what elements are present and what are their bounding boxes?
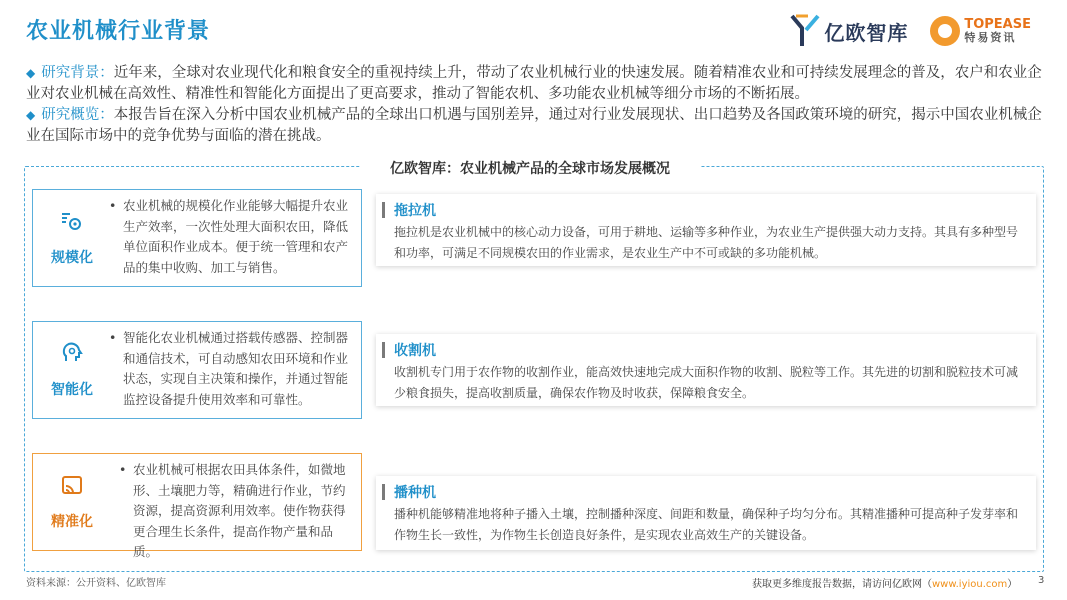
feature-text: 农业机械可根据农田具体条件，如微地形、土壤肥力等，精确进行作业，节约资源，提高资源利用效率。使作物获得更合理生长条件，提高作物产量和品质。 [133,462,346,559]
machine-name: 拖拉机 [394,203,436,219]
source-note: 资料来源：公开资料、亿欧智库 [26,578,166,589]
machine-card-seeder [376,476,1036,550]
intro-overview: ◆ 研究概览：本报告旨在深入分析中国农业机械产品的全球出口机遇与国别差异，通过对行业发展现状、出口趋势及各国政策环境的研究，揭示中国农业机械企业在国际市场中的竞争优势与面临的潜在挑战。 [26,107,1042,144]
feature-label: 规模化 [51,250,93,266]
diamond-bullet-icon: ◆ [26,66,36,80]
topease-logo-mark-icon [930,16,960,46]
machine-desc: 拖拉机是农业机械中的核心动力设备，可用于耕地、运输等多种作业，为农业生产提供强大动力支持。其具有多种型号和功率，可满足不同规模农田的作业需求，是农业生产中不可或缺的多功能机械。 [394,225,1019,260]
smart-brain-icon [60,341,84,365]
machine-card-harvester [376,334,1036,406]
feature-card-smart: 智能化 • 智能化农业机械通过搭载传感器、控制器和通信技术，可自动感知农田环境和作业状态，实现自主决策和操作，并通过智能监控设备提升使用效率和可靠性。 [32,321,362,419]
card-accent-bar [382,484,385,500]
intro-section [26,63,1046,147]
card-accent-bar [382,202,385,218]
intro-background: ◆ 研究背景：近年来，全球对农业现代化和粮食安全的重视持续上升，带动了农业机械行业的快速发展。随着精准农业和可持续发展理念的普及，农户和农业企业对农业机械在高效性、精准性和智能化方面提出了更高要求，推动了智能农机、多功能农业机械等细分市场的不断拓展。 [26,65,1042,102]
feature-text: 农业机械的规模化作业能够大幅提升农业生产效率，一次性处理大面积农田，降低单位面积作业成本。便于统一管理和农产品的集中收购、加工与销售。 [123,198,349,275]
machine-desc: 播种机能够精准地将种子播入土壤，控制播种深度、间距和数量，确保种子均匀分布。其精准播种可提高种子发芽率和作物生长一致性，为作物生长创造良好条件，是实现农业高效生产的关键设备。 [394,507,1019,542]
machine-name: 播种机 [394,485,436,501]
card-accent-bar [382,342,385,358]
footer-more: 获取更多维度报告数据，请访问亿欧网（www.iyiou.com） [752,579,1018,590]
footer-url-link[interactable]: www.iyiou.com [932,579,1008,590]
topease-logo-cn: 特易资讯 [964,31,1017,45]
topease-logo-en: TOPEASE [964,17,1031,33]
feature-card-precision: 精准化 • 农业机械可根据农田具体条件，如微地形、土壤肥力等，精确进行作业，节约资源，提高资源利用效率。使作物获得更合理生长条件，提高作物产量和品质。 [32,453,362,551]
topease-logo [930,16,1031,46]
feature-text: 智能化农业机械通过搭载传感器、控制器和通信技术，可自动感知农田环境和作业状态，实现自主决策和操作，并通过智能监控设备提升使用效率和可靠性。 [123,330,349,407]
feature-label: 精准化 [51,514,93,530]
diamond-bullet-icon: ◆ [26,108,36,122]
machine-card-tractor [376,194,1036,266]
logo-group [790,14,1031,48]
frame-title: 亿欧智库：农业机械产品的全球市场发展概况 [360,158,700,178]
page-title: 农业机械行业背景 [26,19,211,44]
machine-desc: 收割机专门用于农作物的收割作业，能高效快速地完成大面积作物的收割、脱粒等工作。其先进的切割和脱粒技术可减少粮食损失，提高收割质量，确保农作物及时收获，保障粮食安全。 [394,365,1019,400]
yiou-logo-mark-icon [790,14,820,48]
yiou-logo [790,14,908,48]
precision-cast-icon [60,473,84,497]
machine-name: 收割机 [394,343,436,359]
feature-label: 智能化 [51,382,93,398]
scale-gear-icon [60,209,84,233]
page-number: 3 [1038,575,1045,586]
yiou-logo-text: 亿欧智库 [824,20,909,45]
feature-card-scale: 规模化 • 农业机械的规模化作业能够大幅提升农业生产效率，一次性处理大面积农田，降低单位面积作业成本。便于统一管理和农产品的集中收购、加工与销售。 [32,189,362,287]
